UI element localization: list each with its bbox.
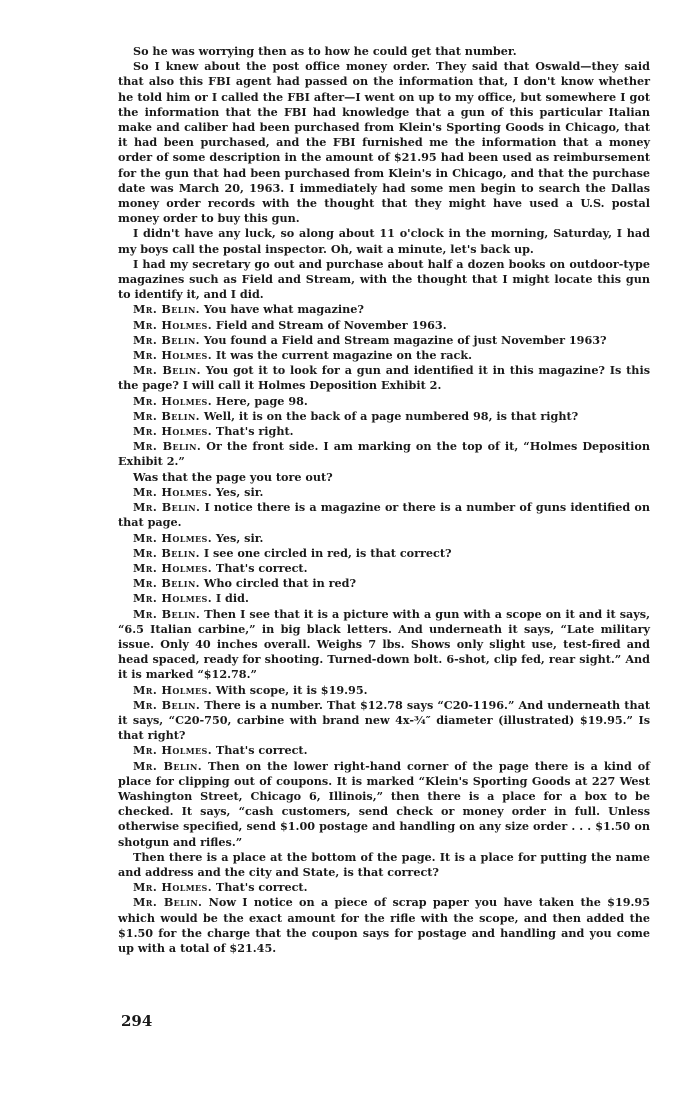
paragraph-text: Or the front side. I am marking on the top of it, “Holmes Deposition Exhibit 2.” bbox=[118, 439, 651, 469]
speaker-name: Mr. Holmes. bbox=[133, 393, 213, 408]
speaker-name: Mr. Holmes. bbox=[133, 682, 213, 697]
paragraph-text: You have what magazine? bbox=[203, 302, 364, 317]
speaker-name: Mr. Holmes. bbox=[133, 743, 213, 758]
paragraph-text: Here, page 98. bbox=[215, 393, 308, 408]
speaker-name: Mr. Holmes. bbox=[133, 317, 213, 332]
paragraph-text: I notice there is a magazine or there is a number of guns identified on that page. bbox=[118, 500, 651, 530]
speaker-name: Mr. Belin. bbox=[133, 408, 200, 423]
speaker-name: Mr. Holmes. bbox=[133, 591, 213, 606]
paragraph-text: Who circled that in red? bbox=[203, 576, 357, 591]
paragraph-text: You found a Field and Stream magazine of just November 1963? bbox=[203, 332, 607, 347]
paragraph bbox=[118, 683, 650, 698]
paragraph-text: Then there is a place at the bottom of the page. It is a place for putting the name and address and the city and State, is that correct? bbox=[118, 849, 650, 879]
paragraph bbox=[118, 607, 650, 683]
paragraph bbox=[118, 226, 650, 256]
speaker-name: Mr. Holmes. bbox=[133, 484, 213, 499]
paragraph-text: That's correct. bbox=[215, 880, 308, 895]
paragraph bbox=[118, 44, 650, 59]
paragraph bbox=[118, 363, 650, 393]
paragraph-text: That's correct. bbox=[215, 560, 308, 575]
paragraph-text: I see one circled in red, is that correct? bbox=[203, 545, 452, 560]
paragraph bbox=[118, 500, 650, 530]
paragraph-text: Was that the page you tore out? bbox=[133, 469, 333, 484]
paragraph-text: It was the current magazine on the rack. bbox=[215, 348, 472, 363]
paragraph-text: Yes, sir. bbox=[215, 530, 264, 545]
speaker-name: Mr. Belin. bbox=[133, 697, 201, 712]
transcript-page bbox=[118, 44, 650, 956]
speaker-name: Mr. Holmes. bbox=[133, 530, 213, 545]
paragraph bbox=[118, 59, 650, 226]
paragraph bbox=[118, 546, 650, 561]
speaker-name: Mr. Belin. bbox=[133, 332, 200, 347]
paragraph bbox=[118, 333, 650, 348]
speaker-name: Mr. Holmes. bbox=[133, 424, 213, 439]
paragraph bbox=[118, 439, 650, 469]
paragraph-text: Yes, sir. bbox=[215, 484, 264, 499]
paragraph-text: Then I see that it is a picture with a gun with a scope on it and it says, “6.5 Italian carbine,” in big black letters. And underneath it says, “Late military issue. Only 40 inches overall. Weighs 7 lbs. Shows only slight use, test-fired and head spaced, ready for shooting. Turned-down bolt. 6-shot, clip fed, rear sight.” And it is marked “$12.78.” bbox=[118, 606, 650, 682]
paragraph bbox=[118, 850, 650, 880]
speaker-name: Mr. Belin. bbox=[133, 545, 200, 560]
paragraph-text: I didn't have any luck, so along about 11 o'clock in the morning, Saturday, I had my boys call the postal inspector. Oh, wait a minute, let's back up. bbox=[118, 226, 650, 256]
paragraph-text: Then on the lower right-hand corner of the page there is a kind of place for clipping out of coupons. It is marked “Klein's Sporting Goods at 227 West Washington Street, Chicago 6, Illinois,” then there is a place for a box to be checked. It says, “cash customers, send check or money order in full. Unless otherwise specified, send $1.00 postage and handling on any size order . . . $1.50 on shotgun and rifles.” bbox=[118, 758, 650, 849]
speaker-name: Mr. Belin. bbox=[133, 500, 201, 515]
paragraph bbox=[118, 409, 650, 424]
speaker-name: Mr. Belin. bbox=[133, 895, 203, 910]
paragraph bbox=[118, 394, 650, 409]
paragraph bbox=[118, 561, 650, 576]
paragraph-text: You got it to look for a gun and identified it in this magazine? Is this the page? I will call it Holmes Deposition Exhibit 2. bbox=[118, 363, 650, 393]
paragraph-text: There is a number. That $12.78 says “C20-1196.” And underneath that it says, “C20-750, carbine with brand new 4x-¾″ diameter (illustrated) $19.95.” Is that right? bbox=[118, 697, 650, 743]
paragraph-text: With scope, it is $19.95. bbox=[215, 682, 368, 697]
paragraph-text: I did. bbox=[215, 591, 249, 606]
paragraph bbox=[118, 318, 650, 333]
paragraph bbox=[118, 576, 650, 591]
speaker-name: Mr. Holmes. bbox=[133, 348, 213, 363]
paragraph-text: So he was worrying then as to how he could get that number. bbox=[133, 44, 517, 58]
paragraph bbox=[118, 591, 650, 606]
paragraph bbox=[118, 759, 650, 850]
paragraph bbox=[118, 895, 650, 956]
page-number: 294 bbox=[121, 1012, 153, 1030]
paragraph-text: That's right. bbox=[215, 424, 294, 439]
speaker-name: Mr. Belin. bbox=[133, 606, 201, 621]
speaker-name: Mr. Belin. bbox=[133, 302, 200, 317]
speaker-name: Mr. Belin. bbox=[133, 576, 200, 591]
paragraph bbox=[118, 348, 650, 363]
paragraph-text: Now I notice on a piece of scrap paper you have taken the $19.95 which would be the exact amount for the rifle with the scope, and then added the $1.50 for the charge that the coupon says for postage and handling and you come up with a total of $21.45. bbox=[118, 895, 651, 955]
speaker-name: Mr. Belin. bbox=[133, 758, 202, 773]
speaker-name: Mr. Holmes. bbox=[133, 880, 213, 895]
paragraph bbox=[118, 531, 650, 546]
speaker-name: Mr. Belin. bbox=[133, 363, 201, 378]
paragraph-text: I had my secretary go out and purchase about half a dozen books on outdoor-type magazines such as Field and Stream, with the thought that I might locate this gun to identify it, and I did. bbox=[118, 256, 650, 302]
paragraph bbox=[118, 302, 650, 317]
paragraph-text: So I knew about the post office money order. They said that Oswald—they said that also this FBI agent had passed on the information that, I don't know whether he told him or I called the FBI after—I went on up to my office, but somewhere I got the information that the FBI had knowledge that a gun of this particular Italian make and caliber had been purchased from Klein's Sporting Goods in Chicago, that it had been purchased, and the FBI furnished me the information that a money order of some description in the amount of $21.95 had been used as reimbursement for the gun that had been purchased from Klein's in Chicago, and that the purchase date was March 20, 1963. I immediately had some men begin to search the Dallas money order records with the thought that they might have used a U.S. postal money order to buy this gun. bbox=[118, 59, 650, 226]
speaker-name: Mr. Holmes. bbox=[133, 560, 213, 575]
paragraph bbox=[118, 485, 650, 500]
paragraph bbox=[118, 698, 650, 744]
paragraph-text: Well, it is on the back of a page numbered 98, is that right? bbox=[203, 408, 579, 423]
paragraph-text: Field and Stream of November 1963. bbox=[215, 317, 447, 332]
paragraph bbox=[118, 880, 650, 895]
paragraph bbox=[118, 424, 650, 439]
paragraph bbox=[118, 743, 650, 758]
paragraph-text: That's correct. bbox=[215, 743, 308, 758]
paragraph bbox=[118, 257, 650, 303]
speaker-name: Mr. Belin. bbox=[133, 439, 202, 454]
paragraph bbox=[118, 470, 650, 485]
